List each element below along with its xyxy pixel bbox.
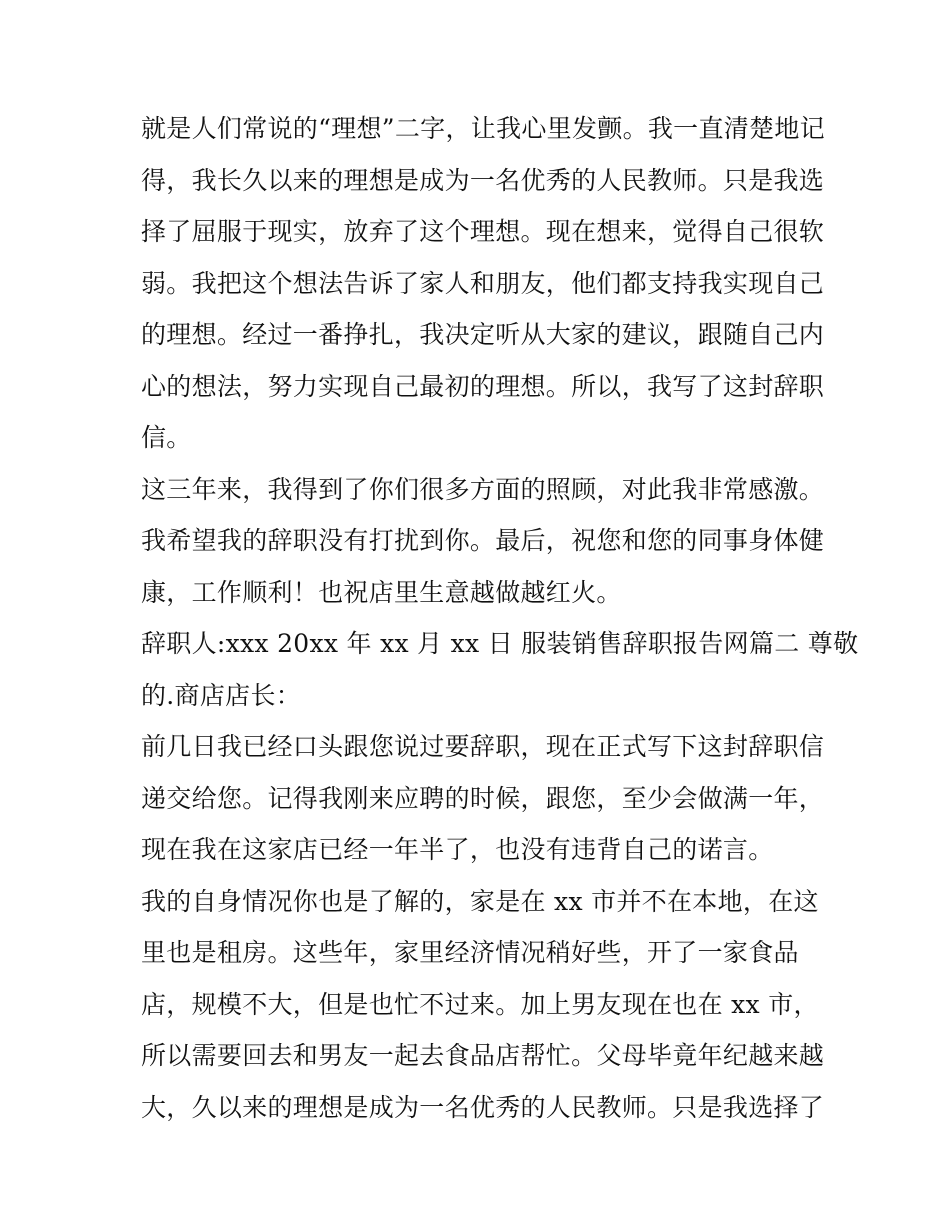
text-line: 现在我在这家店已经一年半了，也没有违背自己的诺言。 — [141, 835, 774, 864]
text-line: 择了屈服于现实，放弃了这个理想。现在想来，觉得自己很软 — [141, 217, 825, 246]
text-line: 大，久以来的理想是成为一名优秀的人民教师。只是我选择了 — [141, 1092, 825, 1122]
text-line: 心的想法，努力实现自己最初的理想。所以，我写了这封辞职 — [141, 371, 825, 401]
text-line: 前几日我已经口头跟您说过要辞职，现在正式写下这封辞职信 — [141, 732, 825, 761]
text-line: 店，规模不大，但是也忙不过来。加上男友现在也在 xx 市， — [141, 989, 819, 1019]
text-line: 里也是租房。这些年，家里经济情况稍好些，开了一家食品 — [141, 938, 799, 967]
text-line: 得，我长久以来的理想是成为一名优秀的人民教师。只是我选 — [141, 165, 825, 195]
text-line: 的.商店店长： — [141, 680, 302, 710]
text-line: 我希望我的辞职没有打扰到你。最后，祝您和您的同事身体健 — [141, 526, 825, 555]
text-line: 信。 — [141, 423, 192, 452]
text-line: 康，工作顺利！也祝店里生意越做越红火。 — [141, 577, 622, 607]
text-line: 我的自身情况你也是了解的，家是在 xx 市并不在本地，在这 — [141, 886, 819, 916]
text-line: 所以需要回去和男友一起去食品店帮忙。父母毕竟年纪越来越 — [141, 1041, 825, 1070]
text-line: 就是人们常说的“理想”二字，让我心里发颤。我一直清楚地记 — [141, 114, 825, 143]
letter-body — [141, 103, 859, 1133]
text-line: 弱。我把这个想法告诉了家人和朋友，他们都支持我实现自己 — [141, 268, 825, 298]
text-line: 递交给您。记得我刚来应聘的时候，跟您，至少会做满一年， — [141, 783, 825, 813]
text-line: 的理想。经过一番挣扎，我决定听从大家的建议，跟随自己内 — [141, 320, 825, 349]
text-line: 这三年来，我得到了你们很多方面的照顾，对此我非常感激。 — [141, 474, 825, 504]
text-line: 辞职人:xxx 20xx 年 xx 月 xx 日 服装销售辞职报告网篇二 尊敬 — [141, 629, 859, 658]
